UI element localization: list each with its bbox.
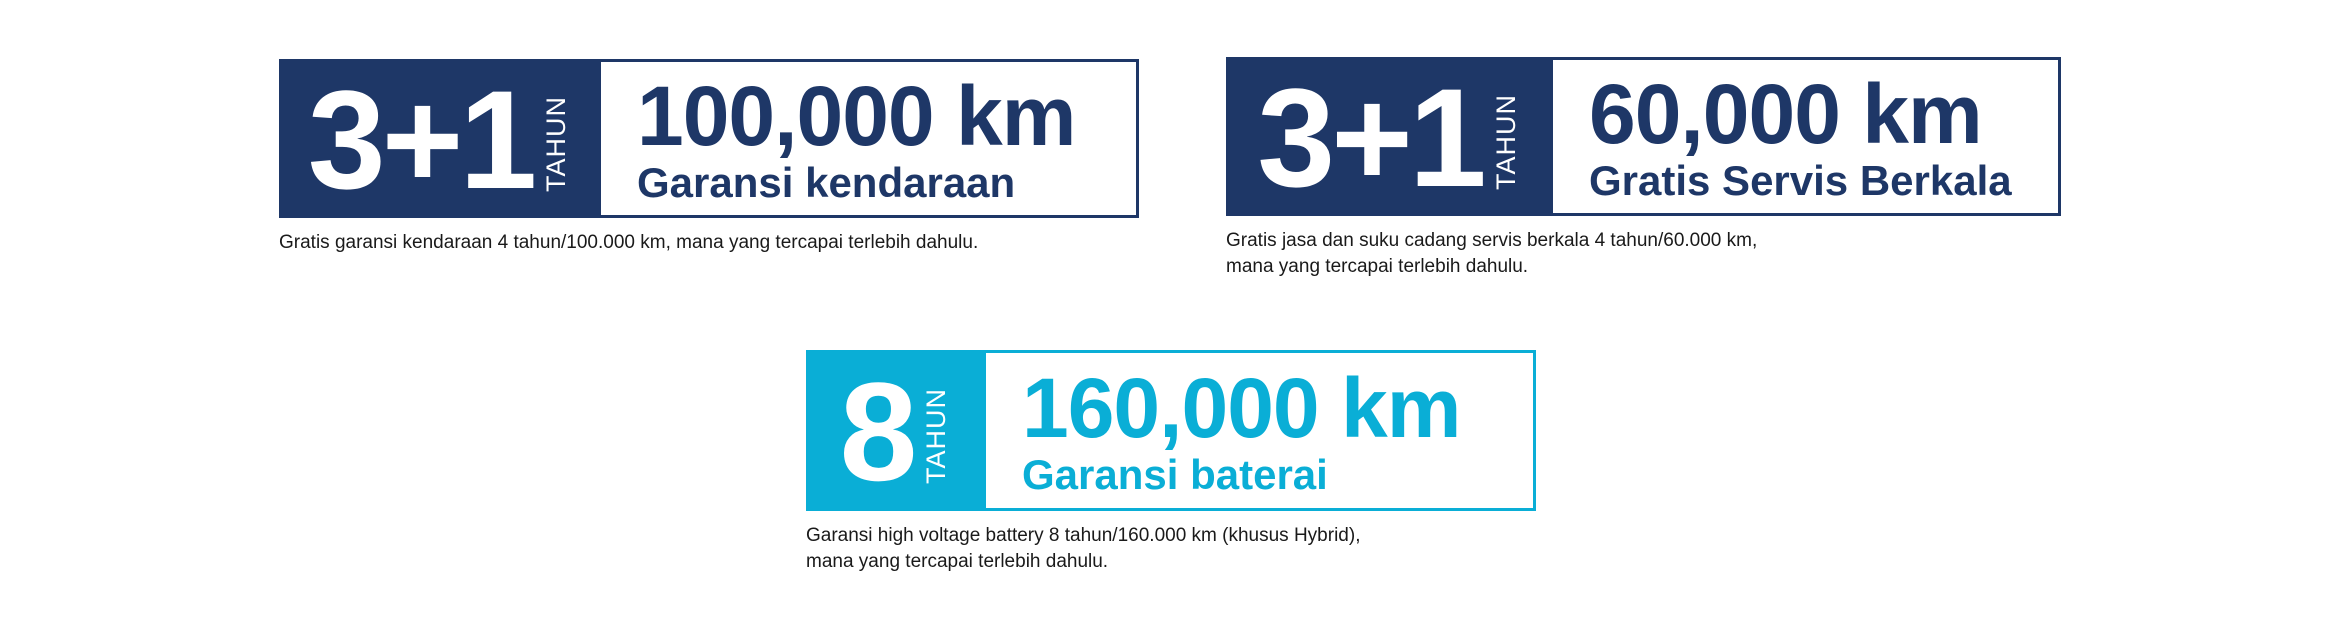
periodic-service-card [1226, 57, 2061, 279]
warranty-note [279, 230, 1139, 256]
note-line: mana yang tercapai terlebih dahulu. [1226, 255, 1529, 277]
years-block [1226, 57, 1553, 216]
battery-badge [806, 350, 1536, 511]
years-block [806, 350, 986, 511]
years-label: TAHUN [541, 95, 572, 192]
years-label: TAHUN [921, 387, 952, 484]
note-line: Gratis garansi kendaraan 4 tahun/100.000 km, mana yang tercapai terlebih dahulu. [279, 232, 979, 253]
coverage-title: Garansi kendaraan [637, 158, 1016, 206]
service-badge [1226, 57, 2061, 216]
years-label: TAHUN [1490, 93, 1521, 190]
coverage-block [1553, 57, 2061, 216]
years-number: 3+1 [1257, 58, 1483, 216]
years-number: 8 [839, 352, 914, 510]
note-line: mana yang tercapai terlebih dahulu. [806, 550, 1109, 572]
coverage-distance: 100,000 km [637, 68, 1076, 163]
coverage-block [601, 59, 1139, 218]
battery-note [806, 523, 1536, 574]
vehicle-warranty-card [279, 59, 1139, 256]
battery-warranty-card [806, 350, 1536, 574]
note-line: Gratis jasa dan suku cadang servis berkala 4 tahun/60.000 km, [1226, 230, 1758, 251]
note-line: Garansi high voltage battery 8 tahun/160.000 km (khusus Hybrid), [806, 525, 1361, 546]
coverage-distance: 60,000 km [1589, 66, 1982, 161]
coverage-title: Garansi baterai [1022, 450, 1328, 498]
coverage-distance: 160,000 km [1022, 360, 1461, 455]
service-note [1226, 228, 2061, 279]
warranty-badge [279, 59, 1139, 218]
coverage-block [986, 350, 1536, 511]
coverage-title: Gratis Servis Berkala [1589, 156, 2012, 204]
years-block [279, 59, 601, 218]
years-number: 3+1 [307, 60, 534, 218]
